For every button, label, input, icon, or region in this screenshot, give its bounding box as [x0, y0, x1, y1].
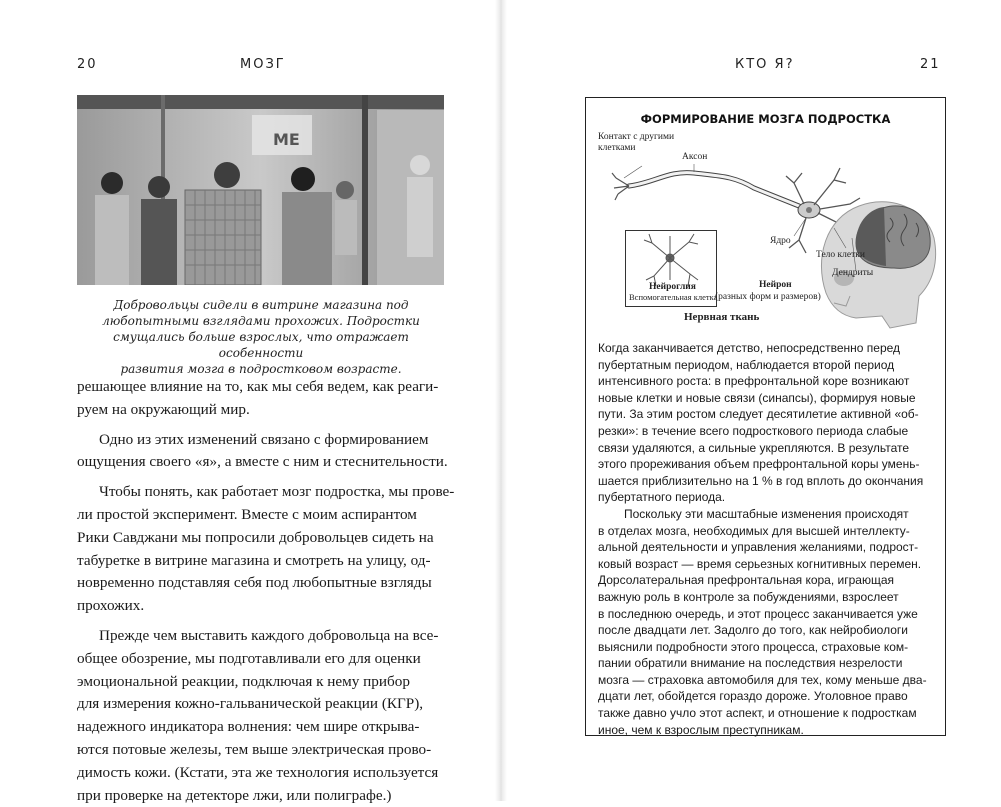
text-line: в отделах мозга, необходимых для высшей интеллекту- [598, 523, 910, 538]
text-line: Поскольку эти масштабные изменения происходят [624, 506, 909, 521]
text-line: этого прореживания объем префронтальной коры умень- [598, 457, 920, 472]
label-contact-cont: клетками [598, 143, 636, 153]
neuron-diagram [594, 128, 939, 338]
text-line: интенсивного роста: в префронтальной коре возникают [598, 374, 910, 389]
text-line: ковый возраст — время серьезных когнитивных перемен. [598, 556, 922, 571]
text-line: Чтобы понять, как работает мозг подростка, мы прове- [99, 483, 455, 501]
text-line: руем на окружающий мир. [77, 400, 250, 418]
text-line: для измерения кожно-гальванической реакции (КГР), [77, 695, 424, 713]
text-line: Рики Савджани мы попросили добровольцев сидеть на [77, 528, 434, 546]
text-line: выяснили подробности этого процесса, страховые ком- [598, 639, 909, 654]
caption-line: смущались больше взрослых, что отражает особенности [113, 330, 409, 360]
text-line: в последнюю очередь, и этот процесс заканчивается уже [598, 606, 918, 621]
text-line: важную роль в контроле за побуждениями, взрослеет [598, 589, 899, 604]
label-glia: Нейроглия [649, 282, 696, 292]
right-page-number: 21 [920, 57, 941, 72]
label-dendrites: Дендриты [832, 268, 874, 278]
text-line: мозга — страховка автомобиля для тех, кому меньше два- [598, 672, 927, 687]
text-line: пути. За этим ростом следует десятилетие активной «об- [598, 407, 919, 422]
text-line: альной деятельности и управления желаниями, подрост- [598, 540, 919, 555]
label-axon: Аксон [682, 152, 708, 162]
label-glia-sub: Вспомогательная клетка [629, 292, 718, 302]
left-running-head: МОЗГ [240, 57, 286, 72]
label-neuron: Нейрон [759, 280, 792, 290]
text-line: решающее влияние на то, как мы себя ведем, как реаги- [77, 378, 439, 395]
text-line: при проверке на детекторе лжи, или полиграфе.) [77, 786, 392, 804]
book-gutter [495, 0, 507, 801]
text-line: ощущения своего «я», а вместе с ним и стеснительности. [77, 453, 448, 471]
photo-sign-text: ME [273, 130, 300, 149]
box-body-text [598, 340, 940, 738]
sidebar-box [585, 97, 946, 736]
photo-storefront [77, 95, 444, 285]
text-line: связи удаляются, а сильные укрепляются. В результате [598, 440, 910, 455]
text-line: пубертатного периода. [598, 490, 726, 505]
text-line: Когда заканчивается детство, непосредственно перед [598, 341, 901, 355]
text-line: общее обозрение, мы подготавливали его для оценки [77, 649, 421, 667]
caption-line: Добровольцы сидели в витрине магазина под [113, 298, 409, 312]
left-body-text [77, 376, 455, 807]
label-nucleus: Ядро [770, 236, 791, 246]
label-neuron-sub: (разных форм и размеров) [715, 292, 821, 302]
text-line: ли простой эксперимент. Вместе с моим аспирантом [77, 505, 417, 523]
text-line: Прежде чем выставить каждого добровольца на все- [99, 626, 439, 644]
text-line: димость кожи. (Кстати, эта же технология используется [77, 763, 439, 781]
text-line: также давно учло этот аспект, и отношение к подросткам [598, 706, 917, 721]
label-contact: Контакт с другими [598, 132, 675, 142]
text-line: дцати лет, обойдется гораздо дороже. Уголовное право [598, 689, 908, 704]
text-line: ются потовые железы, тем выше электрическая прово- [77, 740, 432, 758]
text-line: Одно из этих изменений связано с формированием [99, 430, 429, 448]
photo-caption [100, 297, 422, 377]
caption-line: развития мозга в подростковом возрасте. [120, 362, 402, 376]
caption-line: любопытными взглядами прохожих. Подростки [102, 314, 420, 328]
text-line: резки»: в течение всего подросткового периода слабые [598, 423, 909, 438]
text-line: надежного индикатора волнения: чем шире открыва- [77, 718, 420, 736]
left-page-number: 20 [77, 57, 98, 72]
text-line: шается приблизительно на 1 % в год вплоть до окончания [598, 473, 924, 488]
text-line: пании обратили внимание на последствия незрелости [598, 656, 903, 671]
box-title: ФОРМИРОВАНИЕ МОЗГА ПОДРОСТКА [640, 112, 891, 126]
text-line: после двадцати лет. Задолго до того, как нейробиологи [598, 623, 908, 638]
label-cell-body: Тело клетки [816, 250, 865, 260]
right-running-head: КТО Я? [735, 57, 795, 72]
text-line: новые клетки и новые связи (синапсы), формируя новые [598, 390, 916, 405]
text-line: табуретке в витрине магазина и смотреть на улицу, од- [77, 551, 431, 569]
photo-storefront-image [77, 95, 444, 285]
text-line: прохожих. [77, 597, 145, 615]
label-tissue: Нервная ткань [684, 311, 760, 323]
text-line: пубертатным периодом, наблюдается второй период [598, 357, 895, 372]
text-line: Дорсолатеральная префронтальная кора, играющая [598, 573, 894, 588]
text-line: эмоциональной реакции, подключая к нему прибор [77, 672, 410, 690]
text-line: новременно подставляя себя под любопытные взгляды [77, 574, 432, 592]
text-line: иное, чем к взрослым преступникам. [598, 722, 804, 737]
